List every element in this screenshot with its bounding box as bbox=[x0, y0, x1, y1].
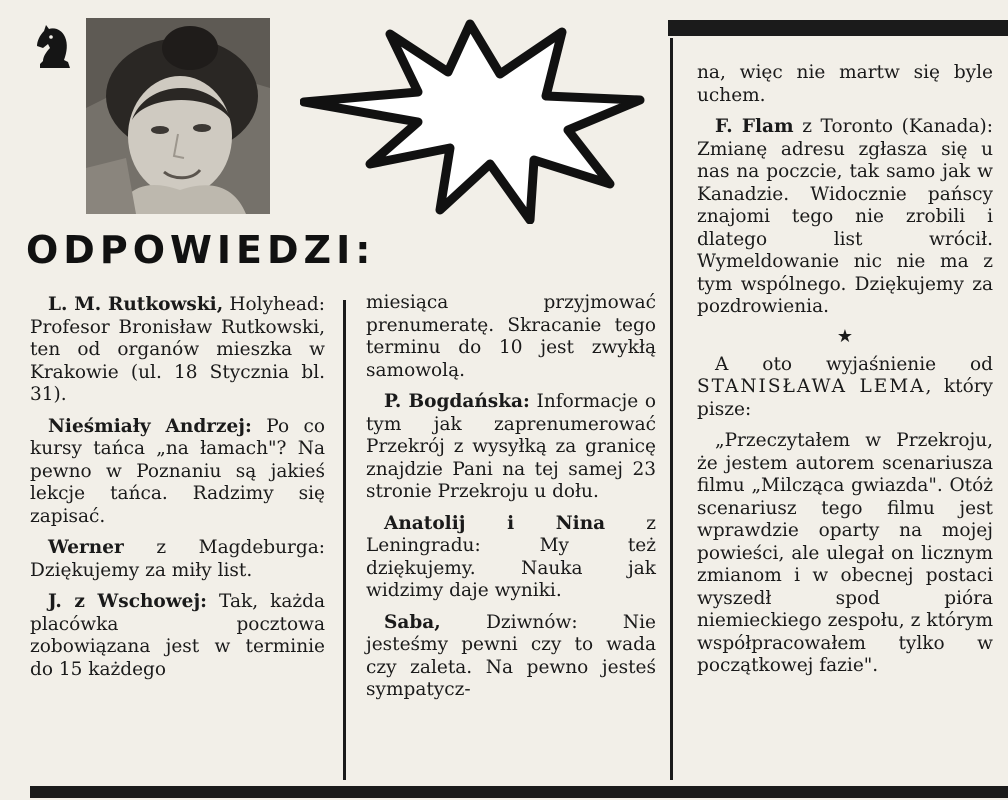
intro-text: A oto wyjaśnienie od bbox=[715, 353, 993, 375]
reply-paragraph bbox=[30, 416, 325, 529]
reply-text: z Toronto (Kanada): Zmianę adresu zgłasza się u nas na poczcie, tak samo jak w Kanadzie. Widocznie pańscy znajomi tego nie zrobili i dlatego list wrócił. Wymeldowanie nic nie ma z tym wspólnego. Dziękujemy za pozdrowienia. bbox=[697, 116, 993, 317]
chess-knight-icon bbox=[34, 24, 76, 70]
reply-text: miesiąca przyjmować prenumeratę. Skracanie tego terminu do 10 jest zwykłą samowolą. bbox=[366, 292, 656, 381]
reply-paragraph bbox=[30, 537, 325, 582]
top-rule bbox=[668, 20, 1008, 36]
portrait-photo bbox=[86, 18, 270, 214]
addressee: J. z Wschowej: bbox=[48, 591, 207, 612]
reply-text: Po co kursy tańca „na łamach"? Na pewno w Poznaniu są jakieś lekcje tańca. Radzimy się zapisać. bbox=[30, 415, 325, 527]
author-name: STANISŁAWA LEMA, bbox=[697, 376, 934, 397]
star-separator: ★ bbox=[836, 325, 854, 347]
reply-paragraph bbox=[366, 391, 656, 504]
addressee: Anatolij i Nina bbox=[384, 512, 606, 534]
addressee: Werner bbox=[48, 537, 124, 558]
bottom-rule bbox=[30, 786, 1008, 798]
text-column-2 bbox=[366, 292, 656, 711]
addressee: Nieśmiały Andrzej: bbox=[48, 415, 252, 437]
addressee: F. Flam bbox=[715, 116, 794, 137]
reply-paragraph bbox=[366, 292, 656, 382]
reply-paragraph bbox=[697, 62, 993, 107]
reply-text: z Magdeburga: Dziękujemy za miły list. bbox=[30, 537, 325, 581]
reply-text: z Leningradu: My też dziękujemy. Nauka jak widzimy daje wyniki. bbox=[366, 512, 656, 601]
reply-paragraph bbox=[30, 294, 325, 407]
reply-paragraph bbox=[697, 116, 993, 319]
reply-text: na, więc nie martw się byle uchem. bbox=[697, 62, 993, 106]
column-divider bbox=[343, 300, 346, 780]
lem-intro bbox=[697, 354, 993, 422]
page-heading: ODPOWIEDZI: bbox=[26, 228, 376, 272]
reply-paragraph bbox=[366, 513, 656, 603]
lem-quote: „Przeczytałem w Przekroju, że jestem autorem scenariusza filmu „Milcząca gwiazda". Otóż scenariusz tego filmu jest wprawdzie oparty na mojej powieści, ale ulegał on licznym zmianom i w obecnej postaci wyszedł spod pióra niemieckiego zespołu, z którym współpracowałem tylko w początkowej fazie". bbox=[697, 430, 993, 676]
reply-paragraph bbox=[30, 591, 325, 681]
starburst-ornament bbox=[300, 14, 645, 224]
intro-tail: który pisze: bbox=[697, 376, 993, 420]
text-column-3 bbox=[697, 62, 993, 687]
text-column-1 bbox=[30, 294, 325, 690]
reply-text: Holyhead: Profesor Bronisław Rutkowski, ten od organów mieszka w Krakowie (ul. 18 Stycznia bl. 31). bbox=[30, 294, 325, 405]
reply-paragraph bbox=[366, 612, 656, 702]
reply-text: Informacje o tym jak zaprenumerować Przekrój z wysyłką za granicę znajdzie Pani na tej samej 23 stronie Przekroju u dołu. bbox=[366, 391, 656, 502]
reply-text: Tak, każda placówka pocztowa zobowiązana jest w terminie do 15 każdego bbox=[30, 591, 325, 680]
column-divider bbox=[670, 38, 673, 780]
addressee: P. Bogdańska: bbox=[384, 391, 530, 412]
addressee: Saba, bbox=[384, 611, 441, 633]
addressee: L. M. Rutkowski, bbox=[48, 294, 224, 315]
reply-text: Dziwnów: Nie jesteśmy pewni czy to wada czy zaleta. Na pewno jesteś sympatycz- bbox=[366, 611, 656, 700]
